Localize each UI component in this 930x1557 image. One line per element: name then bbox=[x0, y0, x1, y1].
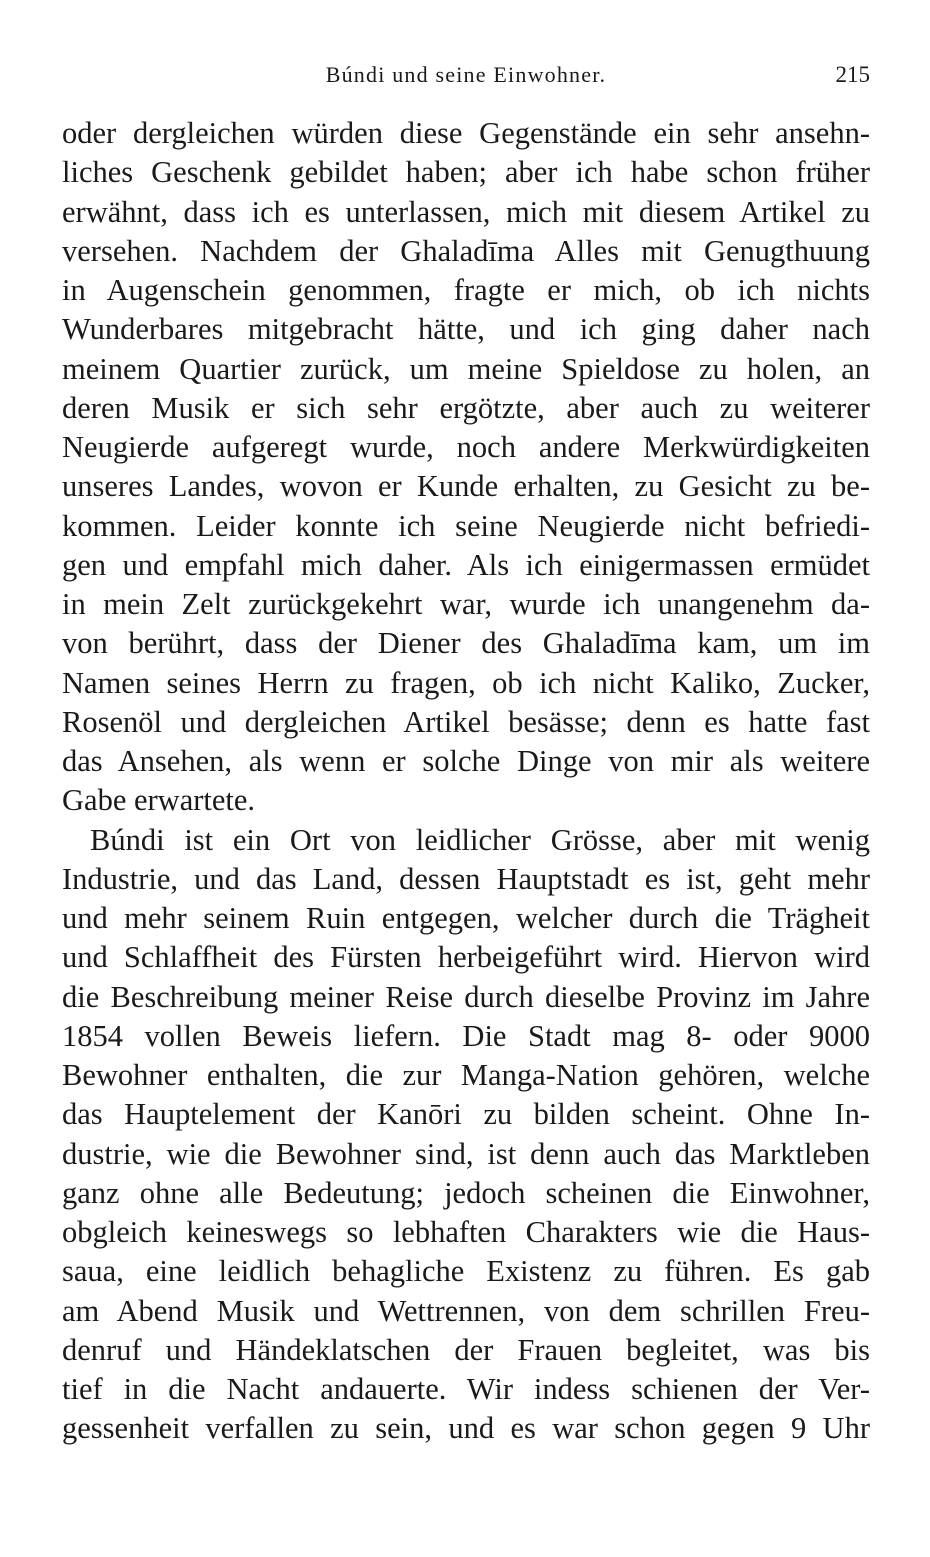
text-line: und mehr seinem Ruin entgegen, welcher durch die Trägheit bbox=[62, 901, 870, 935]
text-line: in Augenschein genommen, fragte er mich, ob ich nichts bbox=[62, 273, 870, 307]
text-line: denruf und Händeklatschen der Frauen begleitet, was bis bbox=[62, 1332, 870, 1367]
text-line: und Schlaffheit des Fürsten herbeigeführt wird. Hiervon wird bbox=[62, 940, 870, 975]
text-line: Namen seines Herrn zu fragen, ob ich nicht Kaliko, Zucker, bbox=[62, 665, 870, 700]
text-line: unseres Landes, wovon er Kunde erhalten, zu Gesicht zu be- bbox=[62, 469, 870, 504]
text-line: Neugierde aufgeregt wurde, noch andere Merkwürdigkeiten bbox=[62, 430, 870, 464]
text-line: am Abend Musik und Wettrennen, von dem schrillen Freu- bbox=[62, 1293, 870, 1328]
text-line: Búndi ist ein Ort von leidlicher Grösse, aber mit wenig bbox=[90, 822, 870, 857]
text-line: tief in die Nacht andauerte. Wir indess schienen der Ver- bbox=[62, 1372, 870, 1406]
text-line: versehen. Nachdem der Ghaladīma Alles mit Genugthuung bbox=[62, 233, 870, 268]
body-text bbox=[62, 114, 870, 1449]
text-line: saua, eine leidlich behagliche Existenz zu führen. Es gab bbox=[62, 1254, 870, 1289]
text-line: meinem Quartier zurück, um meine Spieldose zu holen, an bbox=[62, 351, 870, 386]
paragraph-2 bbox=[62, 821, 870, 1449]
text-line: 1854 vollen Beweis liefern. Die Stadt mag 8- oder 9000 bbox=[62, 1018, 870, 1053]
text-line: Bewohner enthalten, die zur Manga-Nation gehören, welche bbox=[62, 1058, 870, 1092]
text-line: obgleich keineswegs so lebhaften Charakters wie die Haus- bbox=[62, 1215, 870, 1249]
text-line: gessenheit verfallen zu sein, und es war schon gegen 9 Uhr bbox=[62, 1411, 870, 1446]
text-line: die Beschreibung meiner Reise durch dieselbe Provinz im Jahre bbox=[62, 979, 870, 1014]
running-title: Búndi und seine Einwohner. bbox=[325, 62, 607, 87]
text-line: in mein Zelt zurückgekehrt war, wurde ich unangenehm da- bbox=[62, 587, 870, 621]
text-line: Rosenöl und dergleichen Artikel besässe; denn es hatte fast bbox=[62, 704, 870, 739]
text-line: liches Geschenk gebildet haben; aber ich habe schon früher bbox=[62, 155, 870, 190]
text-line: gen und empfahl mich daher. Als ich einigermassen ermüdet bbox=[62, 547, 870, 582]
text-line: das Ansehen, als wenn er solche Dinge von mir als weitere bbox=[62, 744, 870, 778]
text-line: von berührt, dass der Diener des Ghaladīma kam, um im bbox=[62, 626, 870, 661]
text-line: kommen. Leider konnte ich seine Neugierde nicht befriedi- bbox=[62, 508, 870, 543]
text-line: dustrie, wie die Bewohner sind, ist denn auch das Marktleben bbox=[62, 1136, 870, 1171]
text-line: Wunderbares mitgebracht hätte, und ich ging daher nach bbox=[62, 312, 870, 347]
paragraph-1 bbox=[62, 114, 870, 821]
text-line: deren Musik er sich sehr ergötzte, aber auch zu weiterer bbox=[62, 390, 870, 425]
text-line: Industrie, und das Land, dessen Hauptstadt es ist, geht mehr bbox=[62, 861, 870, 896]
running-head bbox=[62, 58, 870, 92]
text-line: Gabe erwartete. bbox=[62, 783, 256, 818]
text-line: oder dergleichen würden diese Gegenstände ein sehr ansehn- bbox=[62, 116, 870, 150]
text-line: das Hauptelement der Kanōri zu bilden scheint. Ohne In- bbox=[62, 1097, 870, 1132]
text-line: erwähnt, dass ich es unterlassen, mich mit diesem Artikel zu bbox=[62, 194, 870, 229]
page-number: 215 bbox=[835, 62, 870, 87]
text-line: ganz ohne alle Bedeutung; jedoch scheinen die Einwohner, bbox=[62, 1175, 870, 1210]
